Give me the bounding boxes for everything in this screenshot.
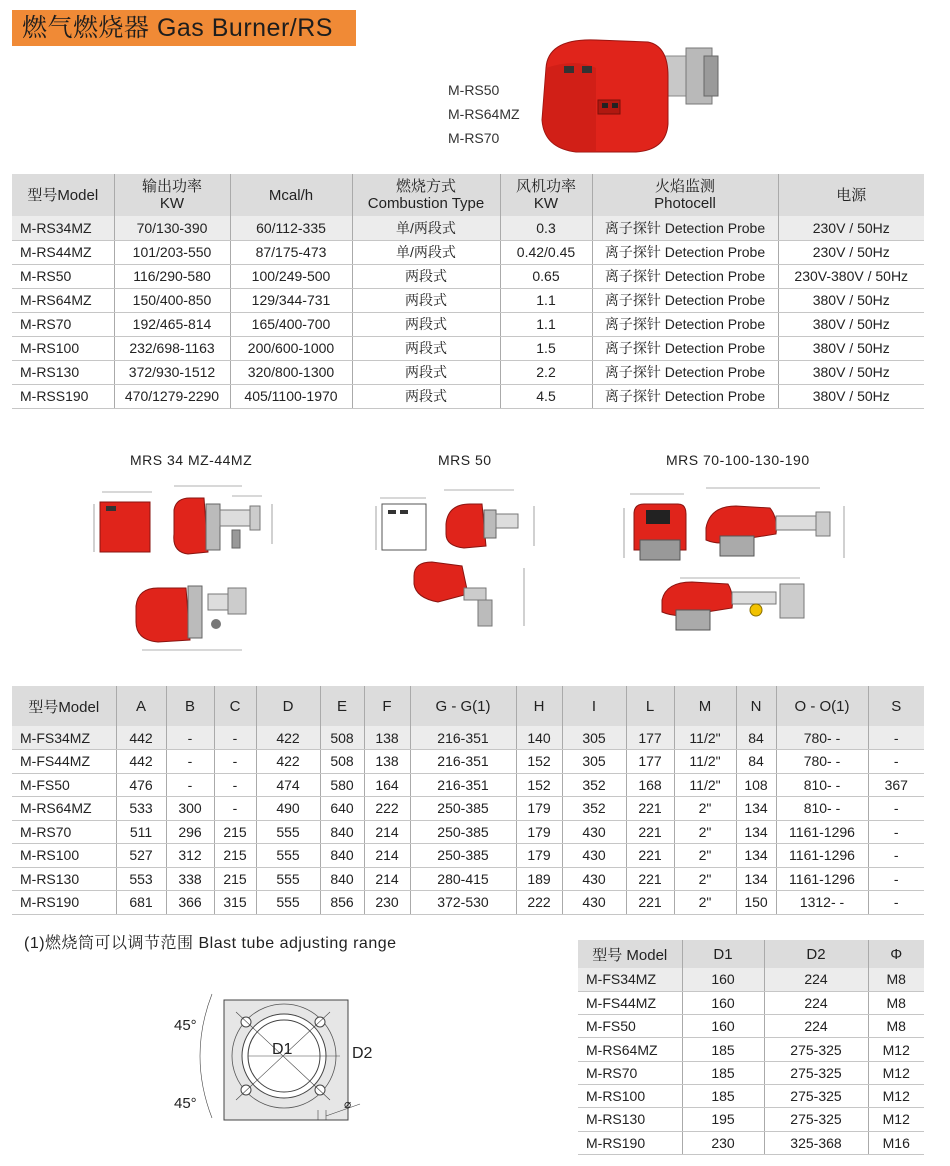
table-cell: M12 (868, 1038, 924, 1061)
table-row (578, 1015, 924, 1038)
table-cell: 470/1279-2290 (114, 384, 230, 408)
table-cell: 179 (516, 844, 562, 868)
table-cell: 11/2" (674, 750, 736, 774)
table-cell: 553 (116, 867, 166, 891)
table-cell: 224 (764, 968, 868, 991)
table-row (578, 1084, 924, 1107)
blast-tube-note: (1)燃烧筒可以调节范围 Blast tube adjusting range (24, 935, 397, 952)
table-cell: 离子探针 Detection Probe (592, 336, 778, 360)
model-label: M-RS70 (448, 130, 500, 146)
table-cell: 430 (562, 867, 626, 891)
diagram-title: MRS 34 MZ-44MZ (130, 452, 253, 468)
table-cell: M12 (868, 1084, 924, 1107)
table-row (12, 312, 924, 336)
table-cell: 250-385 (410, 820, 516, 844)
model-cell: M-FS50 (578, 1015, 682, 1038)
phi-label: ⌀ (344, 1097, 352, 1111)
table-cell: 0.3 (500, 216, 592, 240)
table-cell: 230V / 50Hz (778, 240, 924, 264)
table-cell: - (868, 891, 924, 915)
table-cell: 108 (736, 773, 776, 797)
col-header: D (256, 686, 320, 726)
col-header: M (674, 686, 736, 726)
table-row (12, 288, 924, 312)
table-cell: 508 (320, 750, 364, 774)
table-cell: 352 (562, 797, 626, 821)
table-cell: 152 (516, 750, 562, 774)
table-cell: 216-351 (410, 750, 516, 774)
table-cell: 280-415 (410, 867, 516, 891)
table-cell: 150 (736, 891, 776, 915)
model-cell: M-FS44MZ (12, 750, 116, 774)
model-cell: M-RSS190 (12, 384, 114, 408)
d1-label: D1 (272, 1041, 293, 1058)
table-cell: 4.5 (500, 384, 592, 408)
table-cell: 195 (682, 1108, 764, 1131)
table-cell: 275-325 (764, 1108, 868, 1131)
dimension-table-header (12, 686, 924, 726)
table-cell: 215 (214, 820, 256, 844)
table-row (578, 1108, 924, 1131)
col-header: 火焰监测 Photocell (592, 174, 778, 216)
col-header: 风机功率 KW (500, 174, 592, 216)
col-header: S (868, 686, 924, 726)
table-cell: 216-351 (410, 773, 516, 797)
model-cell: M-RS100 (578, 1084, 682, 1107)
table-cell: 780- - (776, 750, 868, 774)
table-cell: 780- - (776, 726, 868, 750)
col-header: 型号Model (12, 686, 116, 726)
table-cell: 185 (682, 1061, 764, 1084)
model-label: M-RS50 (448, 82, 500, 98)
table-row (12, 750, 924, 774)
table-cell: 840 (320, 867, 364, 891)
table-row (578, 991, 924, 1014)
table-cell: 2" (674, 844, 736, 868)
table-cell: - (214, 797, 256, 821)
table-cell: 555 (256, 867, 320, 891)
table-cell: 367 (868, 773, 924, 797)
table-cell: - (868, 820, 924, 844)
page-title: 燃气燃烧器 Gas Burner/RS (12, 10, 356, 46)
table-cell: 134 (736, 844, 776, 868)
table-cell: 214 (364, 820, 410, 844)
col-header: F (364, 686, 410, 726)
diagram-title: MRS 50 (438, 452, 492, 468)
col-header: L (626, 686, 674, 726)
table-cell: 221 (626, 844, 674, 868)
table-row (12, 867, 924, 891)
dimension-drawing-1 (82, 474, 302, 664)
table-cell: 离子探针 Detection Probe (592, 360, 778, 384)
table-cell: 177 (626, 726, 674, 750)
table-cell: - (166, 773, 214, 797)
spec-table-header (12, 174, 924, 216)
table-cell: 192/465-814 (114, 312, 230, 336)
table-cell: 230 (682, 1131, 764, 1154)
model-cell: M-FS44MZ (578, 991, 682, 1014)
table-cell: 140 (516, 726, 562, 750)
table-cell: 422 (256, 726, 320, 750)
table-cell: 189 (516, 867, 562, 891)
table-row (12, 240, 924, 264)
model-cell: M-RS130 (12, 867, 116, 891)
table-row (12, 264, 924, 288)
table-cell: 810- - (776, 797, 868, 821)
table-cell: 230V-380V / 50Hz (778, 264, 924, 288)
model-cell: M-RS50 (12, 264, 114, 288)
table-cell: 422 (256, 750, 320, 774)
table-cell: 840 (320, 820, 364, 844)
table-cell: 442 (116, 726, 166, 750)
table-cell: 275-325 (764, 1084, 868, 1107)
table-cell: 296 (166, 820, 214, 844)
col-header: B (166, 686, 214, 726)
table-cell: 232/698-1163 (114, 336, 230, 360)
table-cell: 320/800-1300 (230, 360, 352, 384)
table-cell: 555 (256, 891, 320, 915)
table-cell: 1312- - (776, 891, 868, 915)
table-cell: 200/600-1000 (230, 336, 352, 360)
table-cell: 2" (674, 867, 736, 891)
table-cell: 2" (674, 891, 736, 915)
table-cell: M8 (868, 1015, 924, 1038)
table-row (12, 216, 924, 240)
table-cell: 380V / 50Hz (778, 384, 924, 408)
table-cell: 1161-1296 (776, 844, 868, 868)
model-cell: M-RS100 (12, 844, 116, 868)
table-cell: 380V / 50Hz (778, 360, 924, 384)
table-row (12, 360, 924, 384)
table-cell: 160 (682, 991, 764, 1014)
table-cell: 366 (166, 891, 214, 915)
table-cell: 305 (562, 750, 626, 774)
table-cell: M8 (868, 968, 924, 991)
flange-table (578, 940, 924, 1155)
table-cell: 160 (682, 1015, 764, 1038)
table-cell: 325-368 (764, 1131, 868, 1154)
table-cell: 508 (320, 726, 364, 750)
table-cell: 两段式 (352, 336, 500, 360)
table-cell: 134 (736, 820, 776, 844)
table-cell: 315 (214, 891, 256, 915)
table-cell: 两段式 (352, 384, 500, 408)
col-header: C (214, 686, 256, 726)
table-row (12, 726, 924, 750)
table-cell: 380V / 50Hz (778, 336, 924, 360)
table-cell: 165/400-700 (230, 312, 352, 336)
table-cell: - (868, 750, 924, 774)
angle-label: 45° (174, 1017, 197, 1034)
table-cell: 129/344-731 (230, 288, 352, 312)
table-cell: 84 (736, 750, 776, 774)
table-cell: 150/400-850 (114, 288, 230, 312)
table-cell: 0.65 (500, 264, 592, 288)
model-cell: M-RS100 (12, 336, 114, 360)
table-cell: M8 (868, 991, 924, 1014)
table-cell: 152 (516, 773, 562, 797)
table-cell: 275-325 (764, 1061, 868, 1084)
table-cell: 681 (116, 891, 166, 915)
table-cell: 单/两段式 (352, 216, 500, 240)
burner-photo (536, 28, 722, 156)
flange-table-header (578, 940, 924, 968)
table-cell: 单/两段式 (352, 240, 500, 264)
table-cell: 185 (682, 1084, 764, 1107)
angle-label: 45° (174, 1095, 197, 1112)
table-cell: 555 (256, 820, 320, 844)
table-cell: 221 (626, 797, 674, 821)
model-list (448, 78, 520, 150)
diagram-title: MRS 70-100-130-190 (666, 452, 810, 468)
table-cell: 430 (562, 844, 626, 868)
table-cell: 230V / 50Hz (778, 216, 924, 240)
table-cell: M16 (868, 1131, 924, 1154)
table-cell: M12 (868, 1108, 924, 1131)
table-cell: - (214, 773, 256, 797)
table-cell: 430 (562, 891, 626, 915)
col-header: O - O(1) (776, 686, 868, 726)
table-cell: 580 (320, 773, 364, 797)
table-cell: 214 (364, 867, 410, 891)
table-cell: 离子探针 Detection Probe (592, 384, 778, 408)
table-row (12, 820, 924, 844)
table-cell: 430 (562, 820, 626, 844)
col-header: G - G(1) (410, 686, 516, 726)
col-header: I (562, 686, 626, 726)
table-cell: 1.1 (500, 288, 592, 312)
model-cell: M-RS130 (578, 1108, 682, 1131)
table-cell: 221 (626, 820, 674, 844)
table-cell: 300 (166, 797, 214, 821)
table-cell: 134 (736, 867, 776, 891)
table-cell: 474 (256, 773, 320, 797)
col-header: Mcal/h (230, 174, 352, 216)
table-cell: 527 (116, 844, 166, 868)
table-cell: M12 (868, 1061, 924, 1084)
col-header: D2 (764, 940, 868, 968)
model-cell: M-RS190 (12, 891, 116, 915)
col-header: N (736, 686, 776, 726)
table-cell: 两段式 (352, 312, 500, 336)
table-cell: 312 (166, 844, 214, 868)
table-cell: 221 (626, 867, 674, 891)
model-cell: M-RS130 (12, 360, 114, 384)
table-cell: 250-385 (410, 797, 516, 821)
table-cell: 640 (320, 797, 364, 821)
table-cell: 856 (320, 891, 364, 915)
table-cell: 222 (364, 797, 410, 821)
table-cell: 380V / 50Hz (778, 288, 924, 312)
table-cell: 216-351 (410, 726, 516, 750)
table-cell: 160 (682, 968, 764, 991)
table-cell: 84 (736, 726, 776, 750)
table-cell: 两段式 (352, 264, 500, 288)
d2-label: D2 (352, 1045, 373, 1062)
table-cell: 0.42/0.45 (500, 240, 592, 264)
table-cell: 100/249-500 (230, 264, 352, 288)
table-cell: 224 (764, 1015, 868, 1038)
model-cell: M-RS70 (12, 820, 116, 844)
table-row (12, 336, 924, 360)
table-row (578, 1061, 924, 1084)
col-header: E (320, 686, 364, 726)
table-cell: 1.1 (500, 312, 592, 336)
col-header: H (516, 686, 562, 726)
model-cell: M-RS44MZ (12, 240, 114, 264)
table-row (12, 797, 924, 821)
col-header: 型号 Model (578, 940, 682, 968)
table-cell: 185 (682, 1038, 764, 1061)
table-cell: 179 (516, 820, 562, 844)
table-cell: 11/2" (674, 773, 736, 797)
flange-diagram (160, 986, 390, 1126)
spec-table (12, 174, 924, 409)
table-cell: 177 (626, 750, 674, 774)
table-row (12, 384, 924, 408)
col-header: 电源 (778, 174, 924, 216)
table-cell: 338 (166, 867, 214, 891)
table-cell: 134 (736, 797, 776, 821)
table-cell: 87/175-473 (230, 240, 352, 264)
model-cell: M-RS70 (12, 312, 114, 336)
table-cell: - (166, 750, 214, 774)
model-cell: M-RS64MZ (12, 288, 114, 312)
table-cell: 离子探针 Detection Probe (592, 312, 778, 336)
table-cell: - (868, 726, 924, 750)
col-header: A (116, 686, 166, 726)
col-header: 型号Model (12, 174, 114, 216)
table-cell: 840 (320, 844, 364, 868)
table-cell: 1161-1296 (776, 867, 868, 891)
table-cell: 372-530 (410, 891, 516, 915)
col-header: 输出功率 KW (114, 174, 230, 216)
table-cell: 168 (626, 773, 674, 797)
table-cell: 230 (364, 891, 410, 915)
col-header: Φ (868, 940, 924, 968)
table-cell: 442 (116, 750, 166, 774)
table-cell: 1.5 (500, 336, 592, 360)
model-cell: M-RS64MZ (12, 797, 116, 821)
table-cell: - (868, 797, 924, 821)
table-cell: 1161-1296 (776, 820, 868, 844)
table-cell: 511 (116, 820, 166, 844)
table-cell: 275-325 (764, 1038, 868, 1061)
table-cell: 380V / 50Hz (778, 312, 924, 336)
table-cell: 60/112-335 (230, 216, 352, 240)
model-cell: M-FS50 (12, 773, 116, 797)
table-cell: 离子探针 Detection Probe (592, 264, 778, 288)
model-cell: M-RS64MZ (578, 1038, 682, 1061)
table-cell: 214 (364, 844, 410, 868)
table-cell: 490 (256, 797, 320, 821)
dimension-table (12, 686, 924, 915)
col-header: 燃烧方式 Combustion Type (352, 174, 500, 216)
table-cell: 2" (674, 820, 736, 844)
table-cell: - (868, 867, 924, 891)
table-cell: 222 (516, 891, 562, 915)
table-cell: 405/1100-1970 (230, 384, 352, 408)
table-cell: 138 (364, 750, 410, 774)
model-cell: M-RS190 (578, 1131, 682, 1154)
table-cell: 250-385 (410, 844, 516, 868)
table-cell: 70/130-390 (114, 216, 230, 240)
table-cell: 215 (214, 867, 256, 891)
model-cell: M-FS34MZ (578, 968, 682, 991)
table-cell: 221 (626, 891, 674, 915)
table-cell: 810- - (776, 773, 868, 797)
model-cell: M-FS34MZ (12, 726, 116, 750)
table-cell: 两段式 (352, 288, 500, 312)
table-cell: 164 (364, 773, 410, 797)
table-cell: 305 (562, 726, 626, 750)
table-cell: 101/203-550 (114, 240, 230, 264)
table-cell: 两段式 (352, 360, 500, 384)
table-cell: - (868, 844, 924, 868)
table-cell: - (166, 726, 214, 750)
table-cell: 2" (674, 797, 736, 821)
table-row (12, 773, 924, 797)
table-cell: 138 (364, 726, 410, 750)
table-row (578, 1131, 924, 1154)
table-cell: 2.2 (500, 360, 592, 384)
table-cell: 179 (516, 797, 562, 821)
table-cell: 11/2" (674, 726, 736, 750)
table-cell: - (214, 726, 256, 750)
model-cell: M-RS70 (578, 1061, 682, 1084)
table-cell: 离子探针 Detection Probe (592, 240, 778, 264)
table-cell: 555 (256, 844, 320, 868)
table-cell: 215 (214, 844, 256, 868)
table-row (578, 1038, 924, 1061)
table-cell: 352 (562, 773, 626, 797)
table-cell: 224 (764, 991, 868, 1014)
table-cell: 离子探针 Detection Probe (592, 288, 778, 312)
table-cell: 476 (116, 773, 166, 797)
table-cell: - (214, 750, 256, 774)
col-header: D1 (682, 940, 764, 968)
table-row (12, 891, 924, 915)
table-cell: 离子探针 Detection Probe (592, 216, 778, 240)
table-cell: 116/290-580 (114, 264, 230, 288)
table-row (12, 844, 924, 868)
dimension-drawing-2 (374, 476, 554, 642)
table-cell: 372/930-1512 (114, 360, 230, 384)
dimension-drawing-3 (620, 478, 856, 654)
table-cell: 533 (116, 797, 166, 821)
model-label: M-RS64MZ (448, 106, 520, 122)
model-cell: M-RS34MZ (12, 216, 114, 240)
table-row (578, 968, 924, 991)
